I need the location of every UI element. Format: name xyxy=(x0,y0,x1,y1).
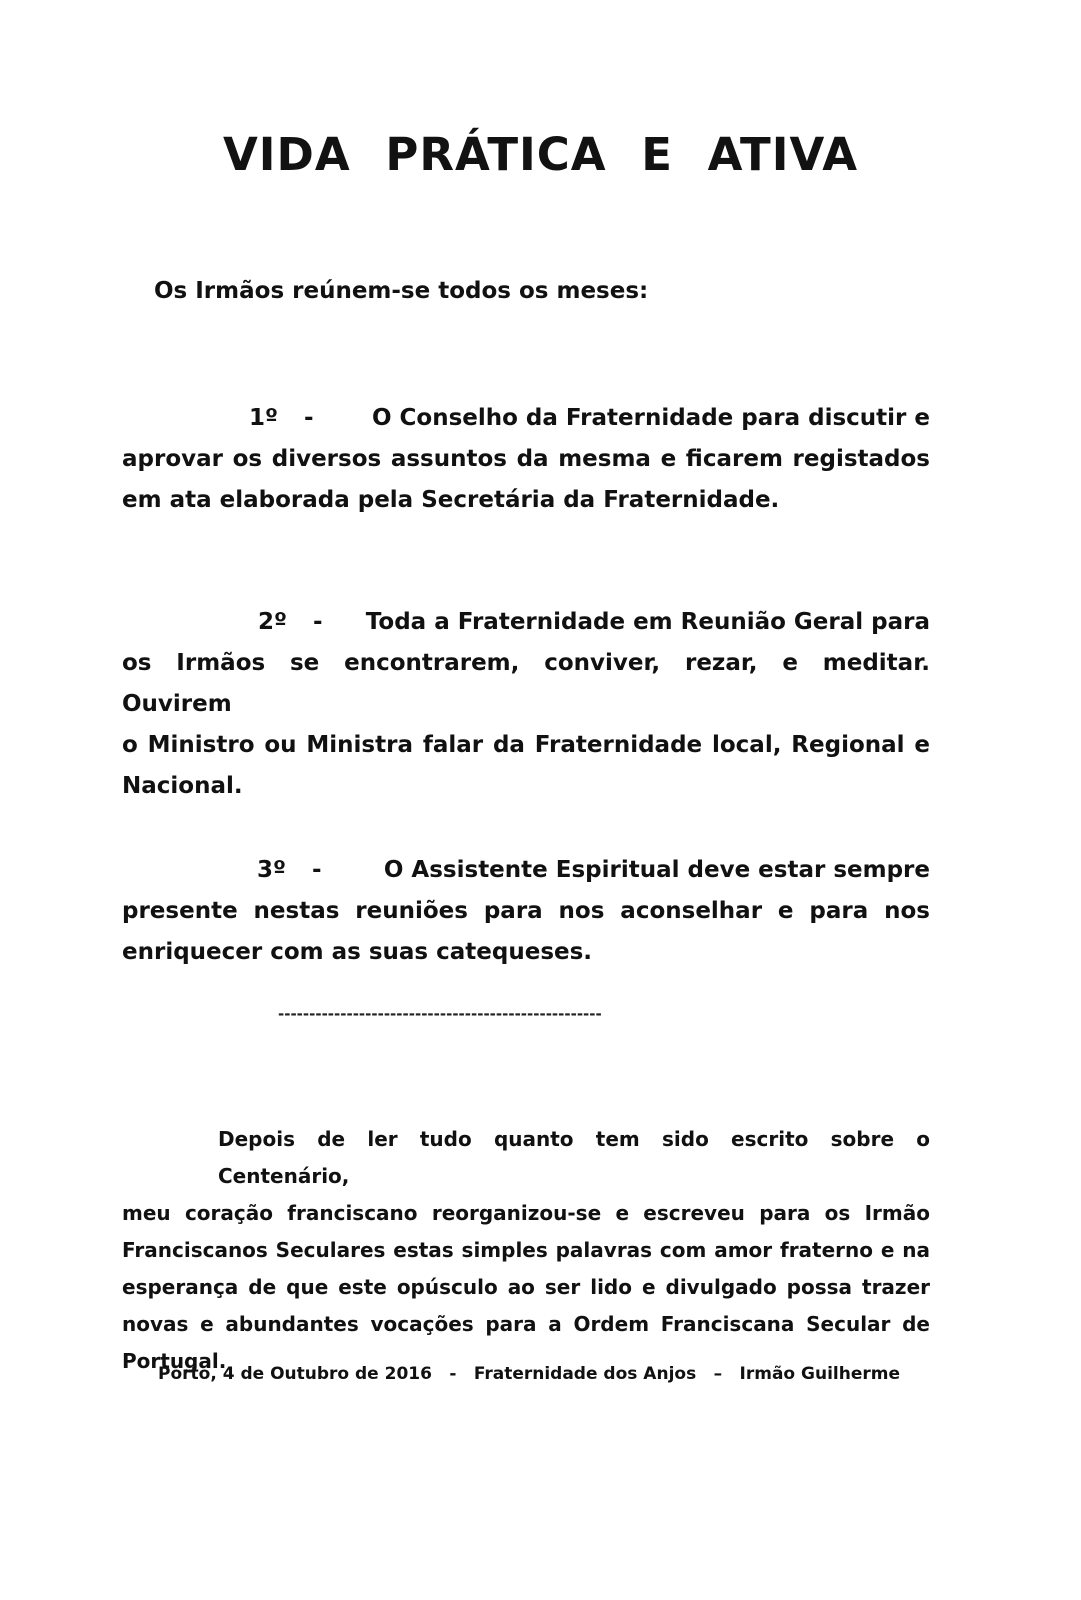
item-3-line-2: presente nestas reuniões para nos aconselhar e para nos xyxy=(122,898,930,924)
item-3 xyxy=(122,850,930,973)
item-2-dash: - xyxy=(312,609,323,635)
closing-paragraph xyxy=(122,1121,930,1380)
item-3-line-1: O Assistente Espiritual deve estar sempre xyxy=(383,857,930,883)
item-2-number: 2º xyxy=(258,609,287,635)
item-2-line-1: Toda a Fraternidade em Reunião Geral para xyxy=(365,609,930,635)
item-3-dash: - xyxy=(311,857,322,883)
closing-line-4: esperança de que este opúsculo ao ser lido e divulgado possa trazer xyxy=(122,1275,930,1299)
item-2-line-3: o Ministro ou Ministra falar da Fraternidade local, Regional e xyxy=(122,732,930,758)
page-title: VIDA PRÁTICA E ATIVA xyxy=(222,128,859,181)
item-1 xyxy=(122,398,930,521)
signature-separator-2: – xyxy=(713,1364,723,1384)
item-1-number: 1º xyxy=(249,405,278,431)
item-1-line-1: O Conselho da Fraternidade para discutir e xyxy=(371,405,930,431)
item-2-line-4: Nacional. xyxy=(122,773,243,799)
intro-text: Os Irmãos reúnem-se todos os meses: xyxy=(154,278,649,304)
item-1-dash: - xyxy=(303,405,314,431)
closing-line-3: Franciscanos Seculares estas simples palavras com amor fraterno e na xyxy=(122,1238,930,1262)
signature-separator-1: - xyxy=(449,1364,457,1384)
item-3-line-3: enriquecer com as suas catequeses. xyxy=(122,939,593,965)
closing-line-6: Portugal. xyxy=(122,1349,227,1373)
closing-line-5: novas e abundantes vocações para a Ordem Franciscana Secular de xyxy=(122,1312,930,1336)
signature-line xyxy=(158,1364,900,1384)
closing-line-2: meu coração franciscano reorganizou-se e escreveu para os Irmão xyxy=(122,1201,930,1225)
item-3-number: 3º xyxy=(257,857,286,883)
item-1-line-3: em ata elaborada pela Secretária da Fraternidade. xyxy=(122,487,780,513)
item-2 xyxy=(122,602,930,807)
closing-line-1: Depois de ler tudo quanto tem sido escrito sobre o Centenário, xyxy=(218,1127,930,1188)
dashed-separator: ---------------------------------------------------- xyxy=(278,1005,602,1023)
signature-author: Irmão Guilherme xyxy=(739,1364,900,1384)
signature-place-date: Porto, 4 de Outubro de 2016 xyxy=(158,1364,432,1384)
item-1-line-2: aprovar os diversos assuntos da mesma e ficarem registados xyxy=(122,446,930,472)
signature-fraternity: Fraternidade dos Anjos xyxy=(473,1364,697,1384)
item-2-line-2: os Irmãos se encontrarem, conviver, rezar, e meditar. Ouvirem xyxy=(122,650,930,717)
